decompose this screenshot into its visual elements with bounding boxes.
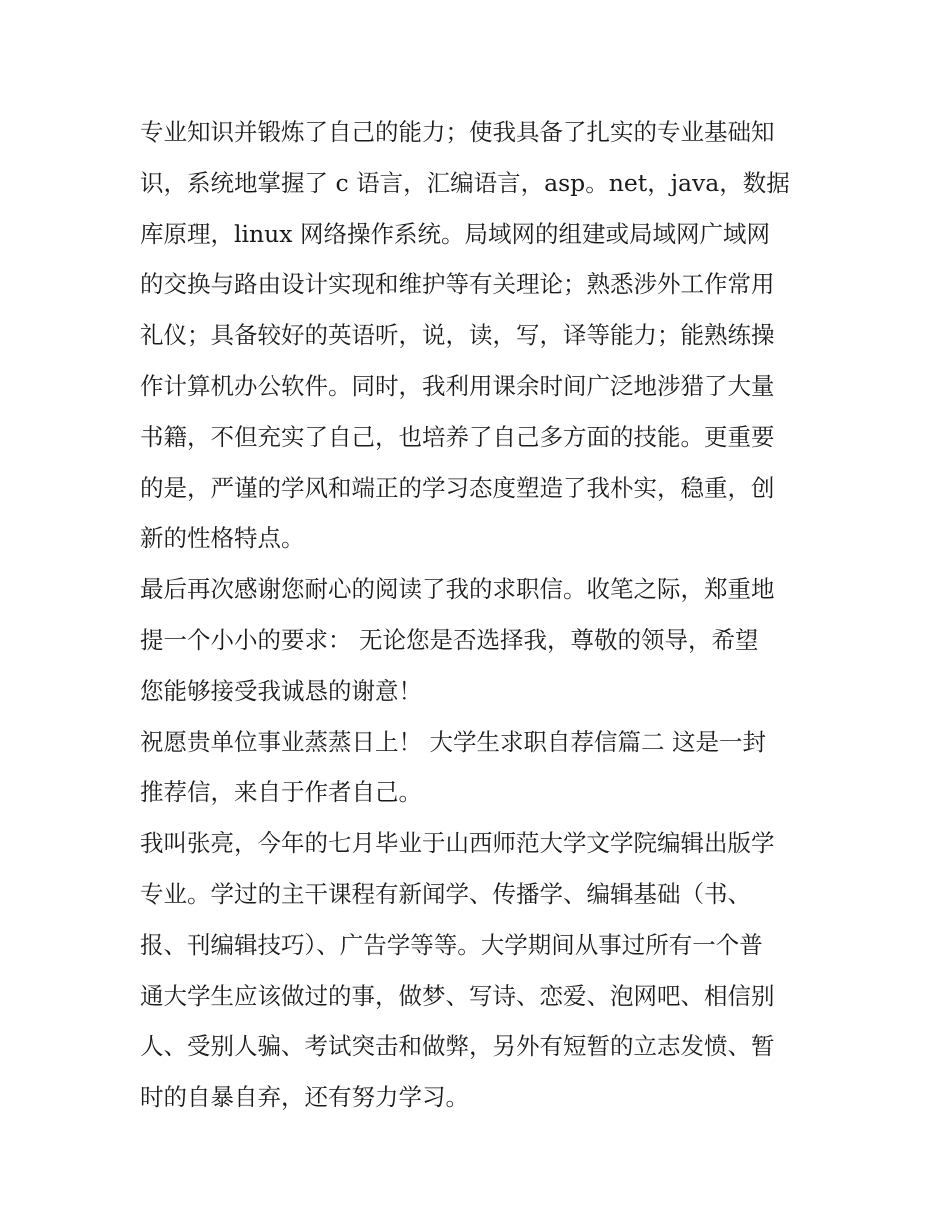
text-line: 报、刊编辑技巧）、广告学等等。大学期间从事过所有一个普 xyxy=(140,930,763,959)
text-line: 人、受别人骗、考试突击和做弊，另外有短暂的立志发愤、暂 xyxy=(140,1032,775,1061)
text-line: 的是，严谨的学风和端正的学习态度塑造了我朴实，稳重，创 xyxy=(140,473,775,502)
text-line: 识，系统地掌握了 c 语言，汇编语言，asp。net，java，数据 xyxy=(140,168,790,197)
text-line: 最后再次感谢您耐心的阅读了我的求职信。收笔之际，郑重地 xyxy=(140,575,775,604)
text-line: 祝愿贵单位事业蒸蒸日上！ 大学生求职自荐信篇二 这是一封 xyxy=(140,727,766,756)
document-body xyxy=(140,107,820,1123)
text-line: 专业知识并锻炼了自己的能力；使我具备了扎实的专业基础知 xyxy=(140,118,775,146)
text-line: 书籍，不但充实了自己，也培养了自己多方面的技能。更重要 xyxy=(140,422,775,451)
text-line: 新的性格特点。 xyxy=(140,524,305,553)
text-line: 的交换与路由设计实现和维护等有关理论；熟悉涉外工作常用 xyxy=(140,270,775,299)
text-line: 推荐信，来自于作者自己。 xyxy=(140,778,422,807)
text-line: 我叫张亮，今年的七月毕业于山西师范大学文学院编辑出版学 xyxy=(140,829,775,858)
text-line: 作计算机办公软件。同时，我利用课余时间广泛地涉猎了大量 xyxy=(140,371,775,400)
text-line: 提一个小小的要求： 无论您是否选择我，尊敬的领导，希望 xyxy=(140,625,759,654)
text-line: 您能够接受我诚恳的谢意！ xyxy=(140,676,422,705)
text-line: 专业。学过的主干课程有新闻学、传播学、编辑基础（书、 xyxy=(140,879,751,908)
text-line: 库原理，linux 网络操作系统。局域网的组建或局域网广域网 xyxy=(140,219,771,248)
text-line: 通大学生应该做过的事，做梦、写诗、恋爱、泡网吧、相信别 xyxy=(140,981,775,1010)
text-line: 礼仪；具备较好的英语听，说，读，写，译等能力；能熟练操 xyxy=(140,321,775,350)
text-line: 时的自暴自弃，还有努力学习。 xyxy=(140,1083,469,1112)
